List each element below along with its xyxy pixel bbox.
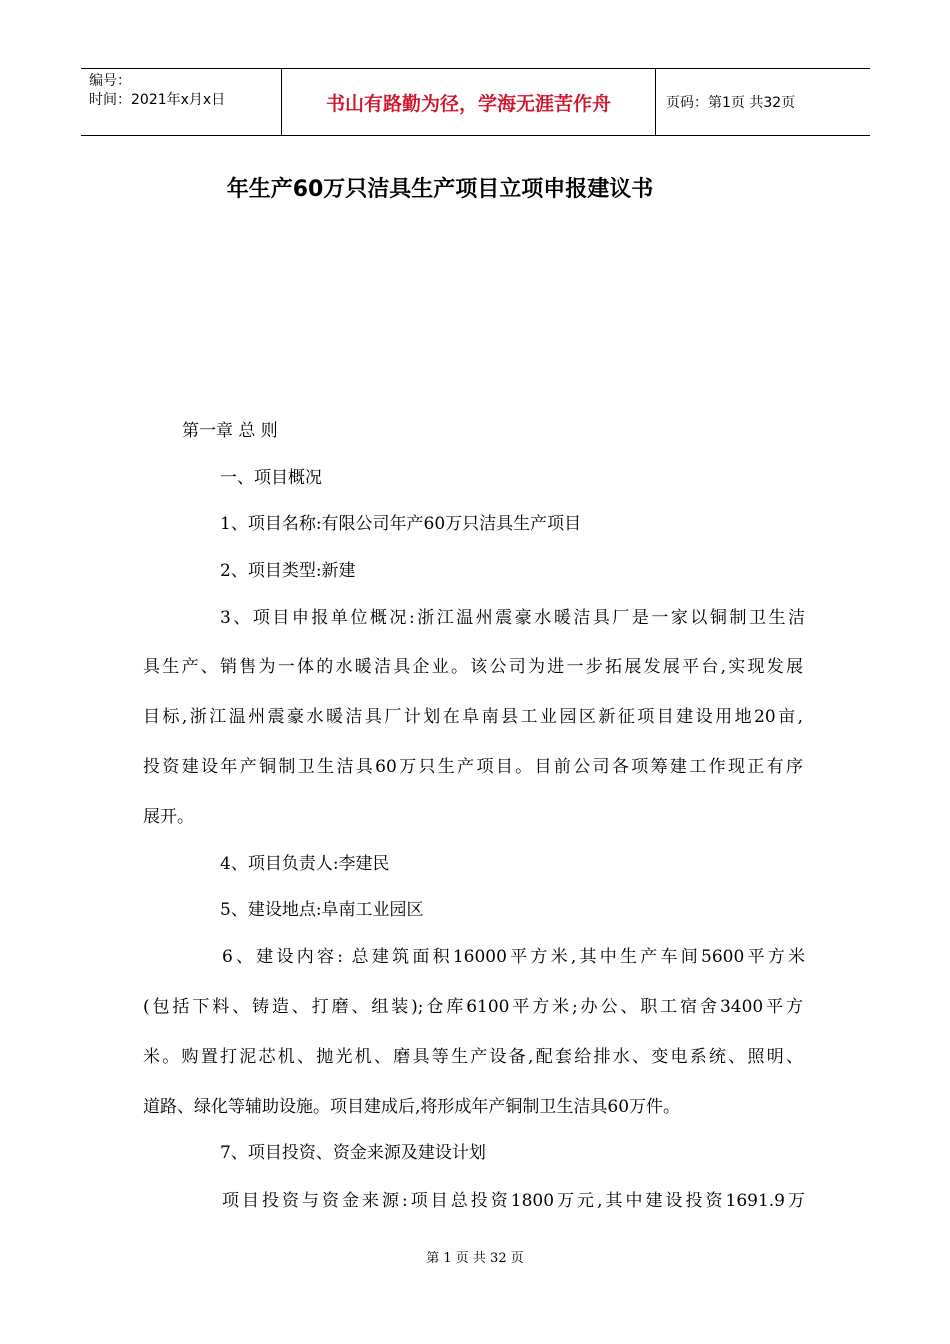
- paragraph-line: 2、项目类型:新建: [220, 561, 356, 581]
- paragraph-line: 具生产、销售为一体的水暖洁具企业。该公司为进一步拓展发展平台,实现发展: [143, 657, 803, 677]
- header-table: [81, 68, 870, 136]
- paragraph-line: 3、项目申报单位概况:浙江温州震豪水暖洁具厂是一家以铜制卫生洁: [220, 608, 805, 628]
- number-label: 编号：: [89, 73, 131, 89]
- header-page-info: 页码：第1页 共32页: [666, 95, 796, 111]
- paragraph-line: 6、建设内容: 总建筑面积16000平方米,其中生产车间5600平方米: [222, 947, 805, 967]
- chapter-heading: 第一章 总 则: [182, 421, 278, 441]
- header-meta-cell: [81, 69, 282, 135]
- paragraph-line: 4、项目负责人:李建民: [220, 854, 390, 874]
- paragraph-line: (包括下料、铸造、打磨、组装);仓库6100平方米;办公、职工宿舍3400平方: [143, 997, 803, 1017]
- paragraph-line: 米。购置打泥芯机、抛光机、磨具等生产设备,配套给排水、变电系统、照明、: [143, 1047, 803, 1067]
- paragraph-line: 项目投资与资金来源:项目总投资1800万元,其中建设投资1691.9万: [222, 1191, 805, 1211]
- paragraph-line: 目标,浙江温州震豪水暖洁具厂计划在阜南县工业园区新征项目建设用地20亩,: [143, 707, 803, 727]
- paragraph-line: 道路、绿化等辅助设施。项目建成后,将形成年产铜制卫生洁具60万件。: [143, 1097, 681, 1117]
- header-motto: 书山有路勤为径，学海无涯苦作舟: [282, 69, 656, 135]
- section-heading: 一、项目概况: [220, 468, 322, 488]
- document-title: 年生产60万只洁具生产项目立项申报建议书: [226, 177, 654, 202]
- page-footer: 第 1 页 共 32 页: [426, 1251, 524, 1266]
- paragraph-line: 投资建设年产铜制卫生洁具60万只生产项目。目前公司各项筹建工作现正有序: [143, 757, 803, 777]
- time-label: 时间：2021年x月x日: [89, 92, 226, 108]
- paragraph-line: 展开。: [143, 807, 194, 827]
- paragraph-line: 5、建设地点:阜南工业园区: [220, 900, 424, 920]
- paragraph-line: 1、项目名称:有限公司年产60万只洁具生产项目: [220, 514, 582, 534]
- paragraph-line: 7、项目投资、资金来源及建设计划: [220, 1143, 486, 1163]
